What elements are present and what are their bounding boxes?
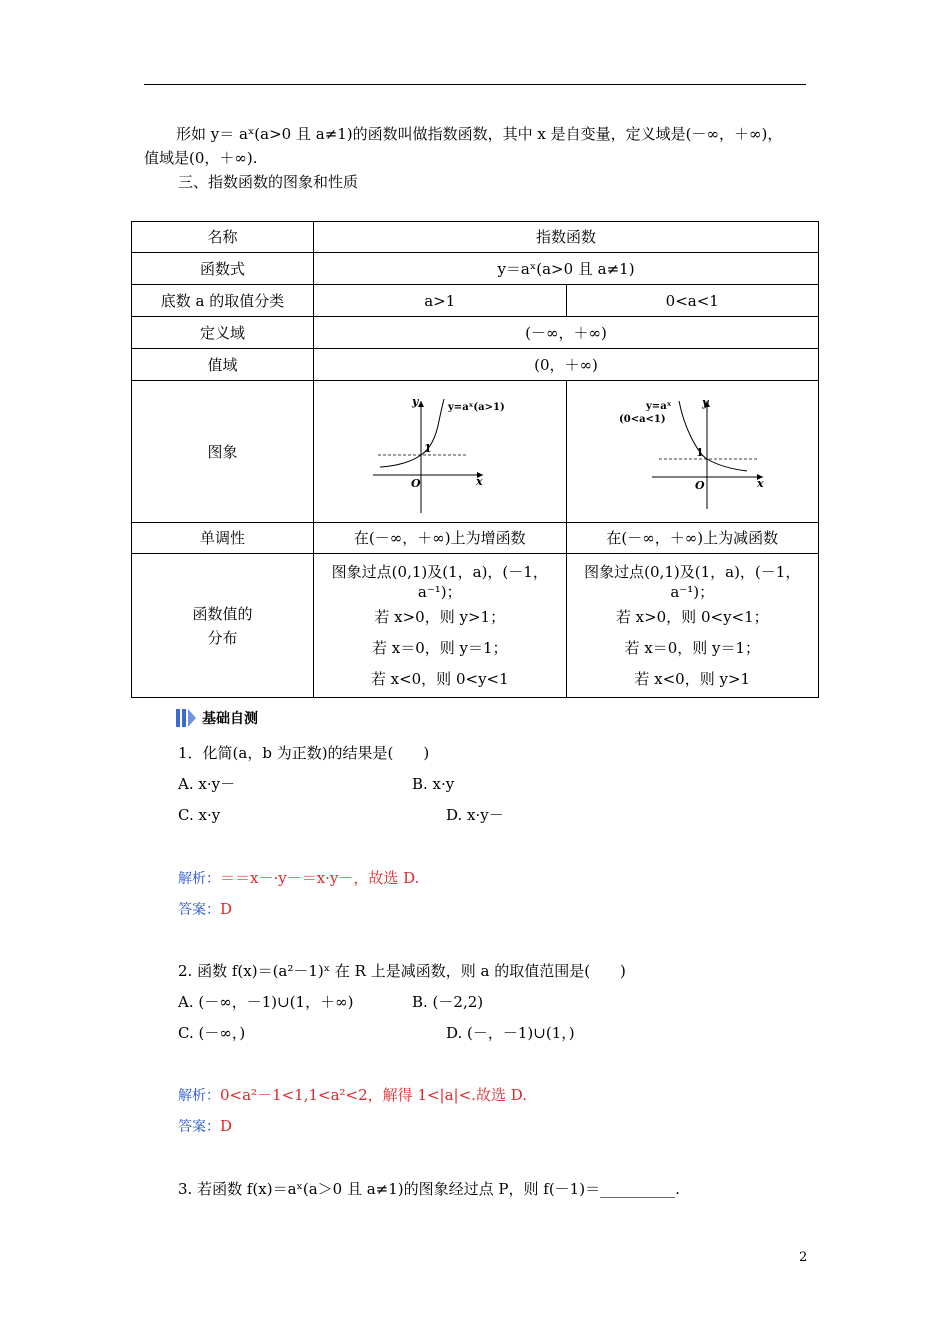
q3-stem: 3. 若函数 f(x)＝aˣ(a＞0 且 a≠1)的图象经过点 P，则 f(－1)＝__________.	[178, 1180, 680, 1198]
cell-label: 底数 a 的取值分类	[132, 285, 314, 317]
exponential-curve	[679, 401, 747, 471]
self-test-heading	[176, 708, 258, 728]
curve-caption: y=aˣ(a>1)	[448, 402, 505, 413]
q2-option-d: D. (－，－1)∪(1，)	[446, 1024, 575, 1042]
cell-label: 值域	[132, 349, 314, 381]
dist-label-1: 函数值的	[192, 604, 253, 623]
table-row	[132, 523, 819, 554]
header-rule	[144, 84, 806, 85]
axis-label-y: y	[701, 396, 709, 409]
cell-label: 函数式	[132, 253, 314, 285]
analysis-label: 解析：	[178, 871, 220, 887]
table-row	[132, 349, 819, 381]
table-row	[132, 381, 819, 523]
answer-text: D	[220, 900, 233, 918]
intercept-label: 1	[424, 442, 432, 455]
q2-option-c: C. (－∞，)	[178, 1024, 246, 1042]
table-row	[132, 554, 819, 698]
heading-text: 基础自测	[202, 711, 258, 727]
intro-paragraph	[144, 122, 812, 170]
q1-option-b: B. x·y	[412, 775, 455, 793]
dist-right-line: 若 x>0，则 0<y<1；	[615, 608, 769, 626]
dist-right-line: 若 x＝0，则 y＝1；	[624, 639, 761, 657]
q1-option-c: C. x·y	[178, 806, 221, 824]
q1-analysis	[178, 867, 419, 890]
page-number: 2	[799, 1250, 808, 1265]
cell-value: 指数函数	[314, 222, 819, 253]
graph-increasing	[314, 381, 567, 523]
cell-right: 在(－∞，＋∞)上为减函数	[566, 523, 819, 554]
section-title: 三、指数函数的图象和性质	[178, 173, 359, 191]
dist-left	[314, 554, 567, 698]
answer-label: 答案：	[178, 902, 220, 918]
q1-stem: 1．化简(a，b 为正数)的结果是( )	[178, 744, 430, 762]
q2-option-b: B. (－2,2)	[412, 993, 484, 1011]
answer-label: 答案：	[178, 1119, 220, 1135]
table-row	[132, 222, 819, 253]
curve-caption-1: y=aˣ	[645, 401, 672, 412]
cell-left: 在(－∞，＋∞)上为增函数	[314, 523, 567, 554]
q2-analysis	[178, 1084, 527, 1107]
cell-left: a>1	[314, 285, 567, 317]
heading-bar-icon	[176, 709, 196, 727]
properties-table	[131, 221, 819, 698]
q2-option-a: A. (－∞，－1)∪(1，＋∞)	[178, 993, 354, 1011]
dist-left-line: 若 x>0，则 y>1；	[374, 608, 506, 626]
analysis-label: 解析：	[178, 1088, 220, 1104]
dist-left-line: 图象过点(0,1)及(1，a)，(－1，a⁻¹)；	[331, 563, 548, 601]
answer-text: D	[220, 1117, 233, 1135]
cell-right: 0<a<1	[566, 285, 819, 317]
intro-line-1: 形如 y＝ aˣ(a>0 且 a≠1)的函数叫做指数函数，其中 x 是自变量，定义域是(－∞，＋∞)，	[176, 125, 783, 143]
analysis-text: 0<a²－1<1,1<a²<2，解得 1<|a|<.故选 D.	[220, 1086, 527, 1104]
table-row	[132, 253, 819, 285]
cell-label	[132, 554, 314, 698]
origin-label: O	[411, 477, 421, 490]
origin-label: O	[694, 479, 705, 492]
axis-label-x: x	[756, 477, 764, 490]
cell-label: 名称	[132, 222, 314, 253]
exponential-curve	[380, 399, 444, 467]
increasing-exponential-graph	[318, 381, 561, 515]
cell-label: 单调性	[132, 523, 314, 554]
dist-right	[566, 554, 819, 698]
q2-answer	[178, 1115, 232, 1138]
q1-option-a: A. x·y－	[178, 775, 236, 793]
analysis-text: ＝＝x－·y－＝x·y－，故选 D.	[220, 869, 420, 887]
curve-caption-2: (0<a<1)	[618, 414, 666, 425]
dist-left-line: 若 x＝0，则 y＝1；	[371, 639, 508, 657]
cell-value: y＝aˣ(a>0 且 a≠1)	[314, 253, 819, 285]
dist-label-2: 分布	[207, 628, 238, 647]
axis-label-y: y	[412, 395, 419, 408]
axis-label-x: x	[476, 475, 483, 488]
decreasing-exponential-graph	[567, 381, 818, 515]
q2-stem: 2. 函数 f(x)＝(a²－1)ˣ 在 R 上是减函数，则 a 的取值范围是( )	[178, 962, 626, 980]
table-row	[132, 317, 819, 349]
cell-label: 定义域	[132, 317, 314, 349]
cell-value: (0，＋∞)	[314, 349, 819, 381]
cell-value: (－∞，＋∞)	[314, 317, 819, 349]
intro-line-2: 值域是(0，＋∞).	[144, 149, 258, 167]
dist-right-line: 若 x<0，则 y>1	[634, 670, 751, 688]
dist-left-line: 若 x<0，则 0<y<1	[370, 670, 509, 688]
y-axis-arrow	[418, 401, 424, 407]
graph-decreasing	[566, 381, 819, 523]
table-row	[132, 285, 819, 317]
q1-answer	[178, 898, 232, 921]
cell-label: 图象	[132, 381, 314, 523]
intercept-label: 1	[695, 446, 704, 459]
dist-right-line: 图象过点(0,1)及(1，a)，(－1，a⁻¹)；	[584, 563, 801, 601]
q1-option-d: D. x·y－	[446, 806, 504, 824]
